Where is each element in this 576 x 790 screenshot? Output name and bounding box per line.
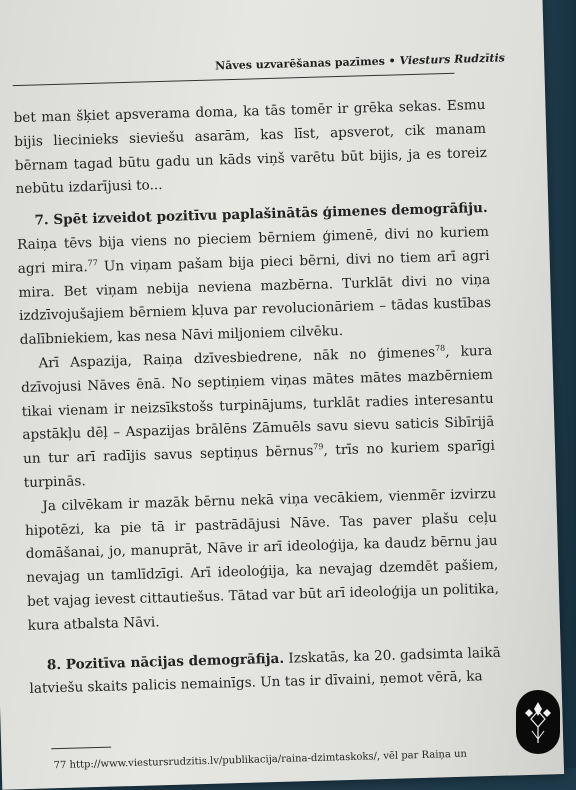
section-8-paragraph (29, 641, 502, 702)
section-7-paragraph-2-text-c: , trīs no kuriem sparīgi turpinās. (23, 437, 496, 491)
section-7-paragraph-2 (20, 340, 496, 496)
section-8-text: Izskatās, ka 20. gadsimta laikā latviešu skaits palicis nemainīgs. Un tas ir dīvaini, ņemot vērā, ka (29, 644, 501, 698)
section-8-heading-text: 8. Pozitīva nācijas demogrāfija. (46, 650, 285, 673)
section-7-paragraph-3: Ja cilvēkam ir mazāk bērnu nekā viņa vecākiem, vienmēr izvirzu hipotēzi, ka pie tā ir pastrādājusi Nāve. Tas paver plašu ceļu domāšanai, jo, manuprāt, Nāve ir arī ideoloģija, ka daudz bērnu jau nevajag un tamlīdzīgi. Arī ideoloģija, ka nevajag dzemdēt pašiem, bet vajag ievest cittautiešus. Tātad var būt arī ideoloģija un politika, kura atbalsta Nāvi. (24, 485, 500, 634)
footnote-text[interactable]: http://www.viestursrudzitis.lv/publikacija/raina-dzimtaskoks/, vēl par Raiņa un (69, 748, 468, 771)
header-title: Nāves uzvarēšanas pazīmes (215, 54, 386, 73)
footnote-ref-78[interactable]: 78 (434, 343, 446, 353)
footnote-ref-79[interactable]: 79 (313, 442, 324, 452)
section-7-paragraph-2-text-a: Arī Aspazija, Raiņa dzīvesbiedrene, nāk no ģimenes (38, 344, 436, 372)
header-rule (13, 73, 455, 86)
section-7-paragraph-1 (17, 221, 492, 353)
page-body (13, 94, 501, 702)
section-7-paragraph-1-text-a: Raiņa tēvs bija viens no pieciem bērniem ģimenē, divi no kuriem agri mira. (16, 223, 490, 277)
section-7-paragraph-1-text-b: Un viņam pašam bija pieci bērni, divi no tiem arī agri mira. Bet viņam nebija neviena mazbērna. Turklāt divi no viņa izdzīvojušajiem bērniem kļuva par revolucionāriem – tādas kustības dalībniekiem, kas nesa Nāvi miljoniem cilvēku. (18, 247, 492, 349)
watermark-logo-icon (516, 690, 560, 754)
section-7-heading-text: 7. Spēt izveidot pozitīvu paplašinātās ģimenes demogrāfiju. (34, 200, 488, 229)
header-author: Viesturs Rudzītis (399, 51, 506, 68)
header-separator: • (388, 54, 396, 68)
footnote-number: 77 (53, 759, 67, 772)
footnote-rule (51, 747, 111, 750)
running-header (215, 51, 505, 72)
paragraph-continued: bet man šķiet apsverama doma, ka tās tomēr ir grēka sekas. Esmu bijis liecinieks sieviešu asarām, kas līst, apsverot, cik manam bērnam tagad būtu gadu un kāds viņš varētu būt bijis, ja es toreiz nebūtu izdarījusi to... (13, 96, 487, 198)
section-7-paragraph-2-text-b: , kura dzīvojusi Nāves ēnā. No septiņiem viņas mātes mātes mazbērniem tikai vienam ir neizsīkstošs turpinājums, turklāt radies interesantu apstākļu dēļ – Aspazijas brālēns Zāmuēls savu sievu saticis Sibīrijā un tur arī radījis savus septiņus bērnus (20, 342, 495, 468)
footnote-ref-77[interactable]: 77 (87, 258, 98, 268)
